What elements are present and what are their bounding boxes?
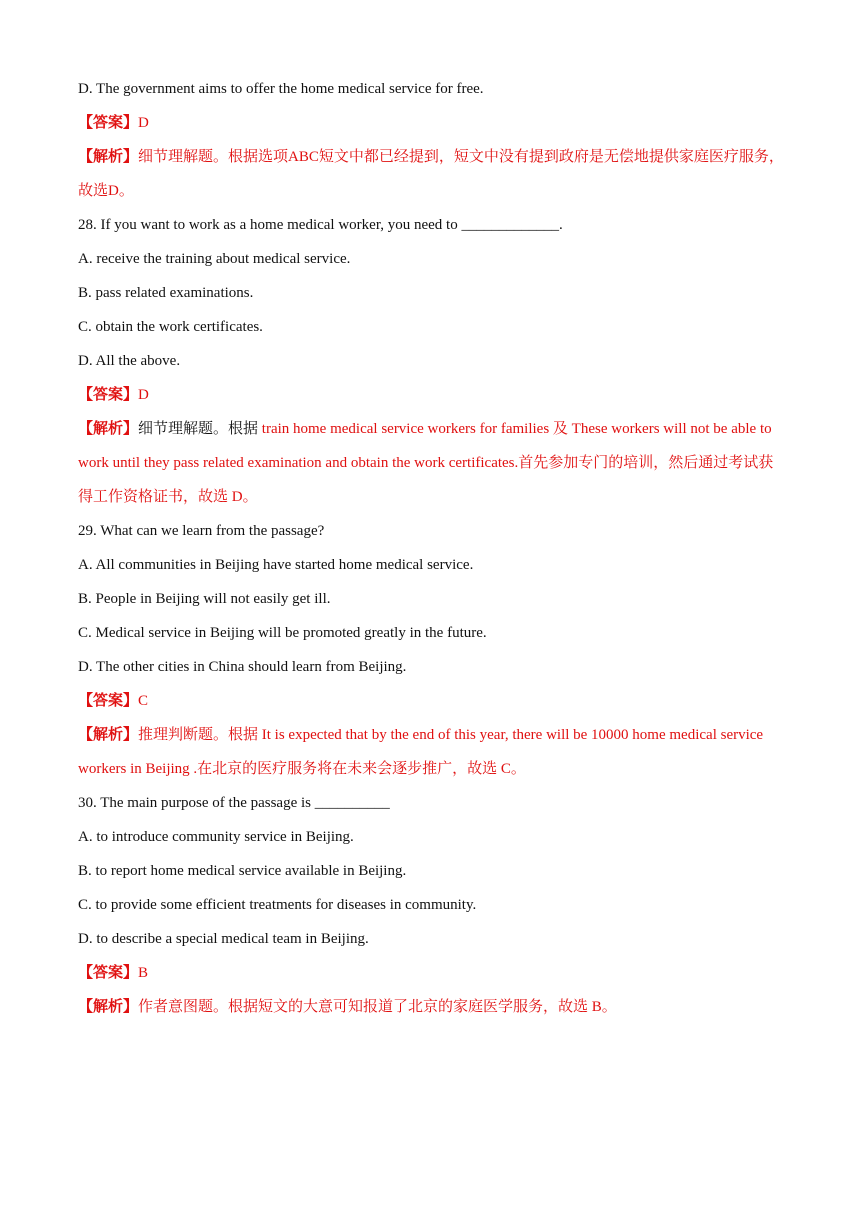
q27-analysis (78, 140, 784, 208)
analysis-tag: 【解析】 (78, 727, 139, 743)
answer-value: C (138, 693, 149, 709)
q30-answer (78, 956, 784, 990)
answer-tag: 【答案】 (78, 965, 139, 981)
analysis-text: 推理判断题。根据 It is expected that by the end of this year, there will be 10000 home medical service workers in Beijing .在北京的医疗服务将在未来会逐步推广，故选 C。 (78, 727, 764, 777)
analysis-tag: 【解析】 (78, 149, 139, 165)
q28-option-b: B. pass related examinations. (78, 285, 254, 301)
analysis-tag: 【解析】 (78, 421, 139, 437)
q27-option-d: D. The government aims to offer the home medical service for free. (78, 81, 484, 97)
q29-question: 29. What can we learn from the passage? (78, 523, 325, 539)
analysis-text: 细节理解题。根据选项ABC短文中都已经提到，短文中没有提到政府是无偿地提供家庭医疗服务，故选D。 (78, 149, 784, 199)
q29-analysis (78, 718, 784, 786)
answer-value: D (138, 387, 149, 403)
answer-tag: 【答案】 (78, 693, 139, 709)
q27-answer (78, 106, 784, 140)
answer-value: D (138, 115, 149, 131)
q30-question: 30. The main purpose of the passage is __________ (78, 795, 390, 811)
q28-option-a: A. receive the training about medical service. (78, 251, 351, 267)
answer-tag: 【答案】 (78, 387, 139, 403)
analysis-text-black: 细节理解题。根据 (138, 421, 259, 437)
q29-option-a: A. All communities in Beijing have started home medical service. (78, 557, 474, 573)
analysis-text: 作者意图题。根据短文的大意可知报道了北京的家庭医学服务，故选 B。 (138, 999, 617, 1015)
q29-option-b: B. People in Beijing will not easily get ill. (78, 591, 331, 607)
q30-option-b: B. to report home medical service available in Beijing. (78, 863, 407, 879)
q28-answer (78, 378, 784, 412)
q30-option-a: A. to introduce community service in Beijing. (78, 829, 354, 845)
document-page (78, 72, 784, 1024)
q28-question: 28. If you want to work as a home medical worker, you need to _____________. (78, 217, 563, 233)
answer-tag: 【答案】 (78, 115, 139, 131)
q29-option-c: C. Medical service in Beijing will be promoted greatly in the future. (78, 625, 487, 641)
q30-option-d: D. to describe a special medical team in Beijing. (78, 931, 369, 947)
q29-option-d: D. The other cities in China should learn from Beijing. (78, 659, 407, 675)
analysis-tag: 【解析】 (78, 999, 139, 1015)
q30-analysis (78, 990, 784, 1024)
q28-option-c: C. obtain the work certificates. (78, 319, 263, 335)
q30-option-c: C. to provide some efficient treatments for diseases in community. (78, 897, 477, 913)
q28-option-d: D. All the above. (78, 353, 181, 369)
q29-answer (78, 684, 784, 718)
answer-value: B (138, 965, 149, 981)
q28-analysis (78, 412, 784, 514)
analysis-text-red: train home medical service workers for families 及 These workers will not be able to work until they pass related examination and obtain the work certificates.首先参加专门的培训，然后通过考试获得工作资格证书，故选 D。 (78, 421, 774, 505)
